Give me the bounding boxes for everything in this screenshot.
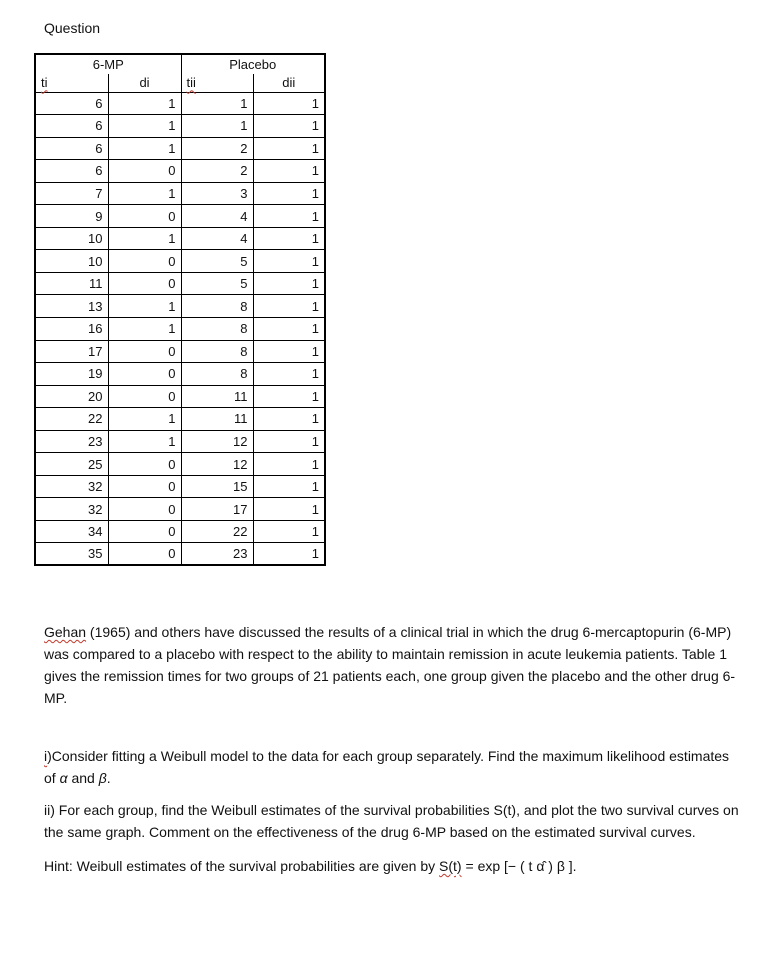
di-cell: 1 — [108, 182, 181, 205]
ti-cell: 10 — [35, 250, 108, 273]
tii-cell: 2 — [181, 137, 253, 160]
di-cell: 0 — [108, 160, 181, 183]
ti-cell: 32 — [35, 475, 108, 498]
col-tii-header: tii — [181, 74, 253, 92]
survival-estimate: S(t) — [439, 858, 462, 874]
ti-cell: 13 — [35, 295, 108, 318]
table-row — [35, 498, 325, 521]
dii-cell: 1 — [253, 227, 325, 250]
hint — [44, 855, 744, 877]
table-row — [35, 453, 325, 476]
dii-cell: 1 — [253, 430, 325, 453]
dii-cell: 1 — [253, 385, 325, 408]
table-group-header-row — [35, 54, 325, 74]
di-cell: 0 — [108, 250, 181, 273]
tii-cell: 12 — [181, 430, 253, 453]
ti-cell: 9 — [35, 205, 108, 228]
ti-cell: 19 — [35, 363, 108, 386]
tii-cell: 1 — [181, 115, 253, 138]
table-row — [35, 250, 325, 273]
di-cell: 0 — [108, 498, 181, 521]
dii-cell: 1 — [253, 205, 325, 228]
tii-cell: 8 — [181, 340, 253, 363]
dii-cell: 1 — [253, 520, 325, 543]
table-row — [35, 160, 325, 183]
tii-cell: 15 — [181, 475, 253, 498]
ti-cell: 6 — [35, 115, 108, 138]
tii-cell: 8 — [181, 317, 253, 340]
table-row — [35, 408, 325, 431]
tii-cell: 5 — [181, 272, 253, 295]
table-row — [35, 430, 325, 453]
tii-cell: 12 — [181, 453, 253, 476]
tii-cell: 3 — [181, 182, 253, 205]
tii-cell: 2 — [181, 160, 253, 183]
q1-end: . — [106, 770, 111, 786]
dii-cell: 1 — [253, 408, 325, 431]
tii-cell: 17 — [181, 498, 253, 521]
tii-cell: 8 — [181, 295, 253, 318]
di-cell: 0 — [108, 272, 181, 295]
ti-cell: 23 — [35, 430, 108, 453]
ti-cell: 7 — [35, 182, 108, 205]
di-cell: 0 — [108, 453, 181, 476]
table-row — [35, 227, 325, 250]
question-heading: Question — [44, 20, 101, 36]
dii-cell: 1 — [253, 340, 325, 363]
ti-cell: 11 — [35, 272, 108, 295]
table-row — [35, 182, 325, 205]
dii-cell: 1 — [253, 272, 325, 295]
di-cell: 1 — [108, 115, 181, 138]
di-cell: 0 — [108, 520, 181, 543]
dii-cell: 1 — [253, 250, 325, 273]
question-1 — [44, 745, 744, 789]
question-2: ii) For each group, find the Weibull estimates of the survival probabilities S(t), and plot the two survival curves on the same graph. Comment on the effectiveness of the drug 6-MP based on the estimated survival curves. — [44, 802, 739, 840]
hint-formula: = exp [− ( t α̂ ) β ]. — [461, 858, 577, 874]
table-row — [35, 272, 325, 295]
ti-cell: 6 — [35, 160, 108, 183]
col-dii-header: dii — [253, 74, 325, 92]
di-cell: 0 — [108, 205, 181, 228]
ti-cell: 6 — [35, 92, 108, 115]
author-name: Gehan — [44, 624, 87, 640]
col-ti-header: ti — [35, 74, 108, 92]
di-cell: 1 — [108, 317, 181, 340]
dii-cell: 1 — [253, 92, 325, 115]
tii-cell: 8 — [181, 363, 253, 386]
table-row — [35, 205, 325, 228]
table-column-header-row — [35, 74, 325, 92]
di-cell: 1 — [108, 430, 181, 453]
tii-cell: 11 — [181, 385, 253, 408]
table-row — [35, 317, 325, 340]
di-cell: 1 — [108, 227, 181, 250]
intro-paragraph — [44, 621, 744, 709]
di-cell: 0 — [108, 363, 181, 386]
dii-cell: 1 — [253, 137, 325, 160]
table-row — [35, 520, 325, 543]
intro-text: (1965) and others have discussed the results of a clinical trial in which the drug 6-mercaptopurin (6-MP) was compared to a placebo with respect to the ability to maintain remission in acute leukemia patients. Table 1 gives the remission times for two groups of 21 patients each, one group given the placebo and the other drug 6-MP. — [44, 624, 736, 706]
table-row — [35, 543, 325, 566]
tii-cell: 4 — [181, 205, 253, 228]
beta-symbol: β — [98, 770, 107, 786]
ti-cell: 20 — [35, 385, 108, 408]
tii-cell: 1 — [181, 92, 253, 115]
table-row — [35, 385, 325, 408]
dii-cell: 1 — [253, 475, 325, 498]
tii-cell: 22 — [181, 520, 253, 543]
ti-cell: 32 — [35, 498, 108, 521]
di-cell: 1 — [108, 137, 181, 160]
remission-times-table — [34, 53, 326, 566]
ti-cell: 10 — [35, 227, 108, 250]
alpha-symbol: α — [59, 770, 68, 786]
dii-cell: 1 — [253, 317, 325, 340]
q1-text: )Consider fitting a Weibull model to the data for each group separately. Find the maximum likelihood estimates of — [44, 748, 730, 786]
table-row — [35, 295, 325, 318]
ti-cell: 6 — [35, 137, 108, 160]
dii-cell: 1 — [253, 498, 325, 521]
ti-cell: 17 — [35, 340, 108, 363]
ti-cell: 22 — [35, 408, 108, 431]
hint-prefix: Hint: Weibull estimates of the survival probabilities are given by — [44, 858, 440, 874]
table-row — [35, 92, 325, 115]
tii-cell: 5 — [181, 250, 253, 273]
table-row — [35, 340, 325, 363]
di-cell: 0 — [108, 340, 181, 363]
di-cell: 1 — [108, 92, 181, 115]
di-cell: 0 — [108, 385, 181, 408]
di-cell: 1 — [108, 295, 181, 318]
dii-cell: 1 — [253, 295, 325, 318]
dii-cell: 1 — [253, 453, 325, 476]
group-placebo-header: Placebo — [181, 54, 325, 74]
di-cell: 0 — [108, 543, 181, 566]
di-cell: 1 — [108, 408, 181, 431]
dii-cell: 1 — [253, 182, 325, 205]
q1-marker: i — [44, 748, 48, 764]
col-di-header: di — [108, 74, 181, 92]
q1-and: and — [67, 770, 99, 786]
dii-cell: 1 — [253, 363, 325, 386]
dii-cell: 1 — [253, 543, 325, 566]
ti-cell: 16 — [35, 317, 108, 340]
dii-cell: 1 — [253, 160, 325, 183]
ti-cell: 34 — [35, 520, 108, 543]
tii-cell: 23 — [181, 543, 253, 566]
table-row — [35, 115, 325, 138]
tii-cell: 4 — [181, 227, 253, 250]
tii-cell: 11 — [181, 408, 253, 431]
question-text — [44, 621, 744, 877]
ti-cell: 35 — [35, 543, 108, 566]
dii-cell: 1 — [253, 115, 325, 138]
table-row — [35, 137, 325, 160]
table-row — [35, 475, 325, 498]
di-cell: 0 — [108, 475, 181, 498]
group-6mp-header: 6-MP — [35, 54, 181, 74]
ti-cell: 25 — [35, 453, 108, 476]
table-row — [35, 363, 325, 386]
